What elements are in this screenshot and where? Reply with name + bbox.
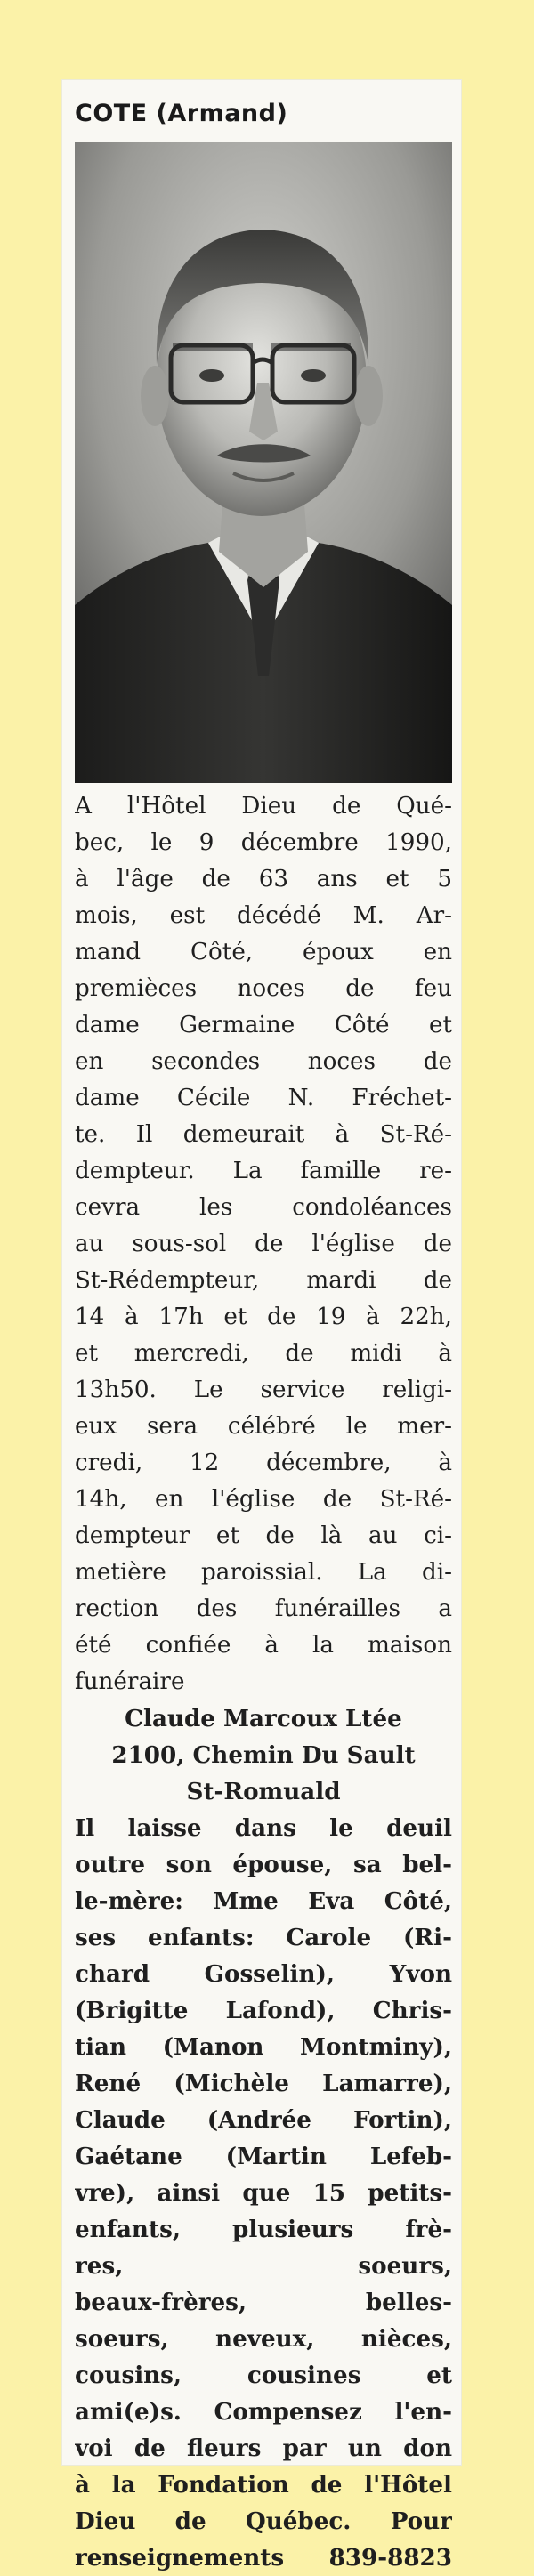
obituary-line: mand Côté, époux en [75, 939, 452, 965]
obituary-text [75, 788, 452, 2576]
obituary-line: dame Germaine Côté et [75, 1012, 452, 1038]
obituary-line: te. Il demeurait à St-Ré- [75, 1121, 452, 1148]
obituary-line: et mercredi, de midi à [75, 1340, 452, 1367]
survivors-line: res, soeurs, [75, 2252, 452, 2280]
survivors-line: Il laisse dans le deuil [75, 1814, 452, 1842]
survivors-line: à la Fondation de l'Hôtel [75, 2471, 452, 2499]
survivors-line: Claude (Andrée Fortin), [75, 2106, 452, 2134]
survivors-line: chard Gosselin), Yvon [75, 1960, 452, 1988]
obituary-line: 14 à 17h et de 19 à 22h, [75, 1304, 452, 1330]
obituary-line: dame Cécile N. Fréchet- [75, 1085, 452, 1111]
obituary-heading: COTE (Armand) [75, 100, 288, 127]
survivors-line: vre), ainsi que 15 petits- [75, 2179, 452, 2207]
survivors-line: ami(e)s. Compensez l'en- [75, 2398, 452, 2426]
survivors-line: le-mère: Mme Eva Côté, [75, 1887, 452, 1915]
obituary-line: en secondes noces de [75, 1048, 452, 1075]
obituary-line: rection des funérailles a [75, 1595, 452, 1622]
survivors-line: (Brigitte Lafond), Chris- [75, 1997, 452, 2024]
obituary-line: premièces noces de feu [75, 975, 452, 1002]
portrait-image [75, 142, 452, 783]
obituary-line: dempteur. La famille re- [75, 1158, 452, 1184]
obituary-line: été confiée à la maison [75, 1632, 452, 1659]
obituary-line: mois, est décédé M. Ar- [75, 902, 452, 929]
obituary-clipping [62, 80, 461, 2572]
obituary-line: funéraire [75, 1668, 185, 1695]
survivors-line: renseignements 839-8823 [75, 2544, 452, 2572]
survivors-line: enfants, plusieurs frè- [75, 2216, 452, 2243]
obituary-line: metière paroissial. La di- [75, 1559, 452, 1586]
funeral-home-city: St-Romuald [186, 1778, 341, 1805]
obituary-line: St-Rédempteur, mardi de [75, 1267, 452, 1294]
obituary-line: cevra les condoléances [75, 1194, 452, 1221]
portrait-photo [75, 142, 452, 783]
obituary-line: bec, le 9 décembre 1990, [75, 829, 452, 856]
survivors-line: outre son épouse, sa bel- [75, 1851, 452, 1878]
survivors-line: Gaétane (Martin Lefeb- [75, 2143, 452, 2170]
obituary-line: 14h, en l'église de St-Ré- [75, 1486, 452, 1513]
survivors-line: Dieu de Québec. Pour [75, 2507, 452, 2535]
survivors-line: beaux-frères, belles- [75, 2289, 452, 2316]
obituary-line: au sous-sol de l'église de [75, 1231, 452, 1257]
funeral-home-name: Claude Marcoux Ltée [125, 1705, 402, 1732]
obituary-line: credi, 12 décembre, à [75, 1450, 452, 1476]
survivors-line: tian (Manon Montminy), [75, 2033, 452, 2061]
obituary-line: eux sera célébré le mer- [75, 1413, 452, 1440]
survivors-line: René (Michèle Lamarre), [75, 2070, 452, 2097]
survivors-line: soeurs, neveux, nièces, [75, 2325, 452, 2353]
survivors-line: cousins, cousines et [75, 2362, 452, 2389]
survivors-line: ses enfants: Carole (Ri- [75, 1924, 452, 1951]
obituary-line: à l'âge de 63 ans et 5 [75, 866, 452, 892]
funeral-home-address: 2100, Chemin Du Sault [111, 1741, 416, 1769]
obituary-line: dempteur et de là au ci- [75, 1522, 452, 1549]
survivors-line: voi de fleurs par un don [75, 2435, 452, 2462]
obituary-line: A l'Hôtel Dieu de Qué- [75, 793, 452, 820]
obituary-line: 13h50. Le service religi- [75, 1377, 452, 1403]
